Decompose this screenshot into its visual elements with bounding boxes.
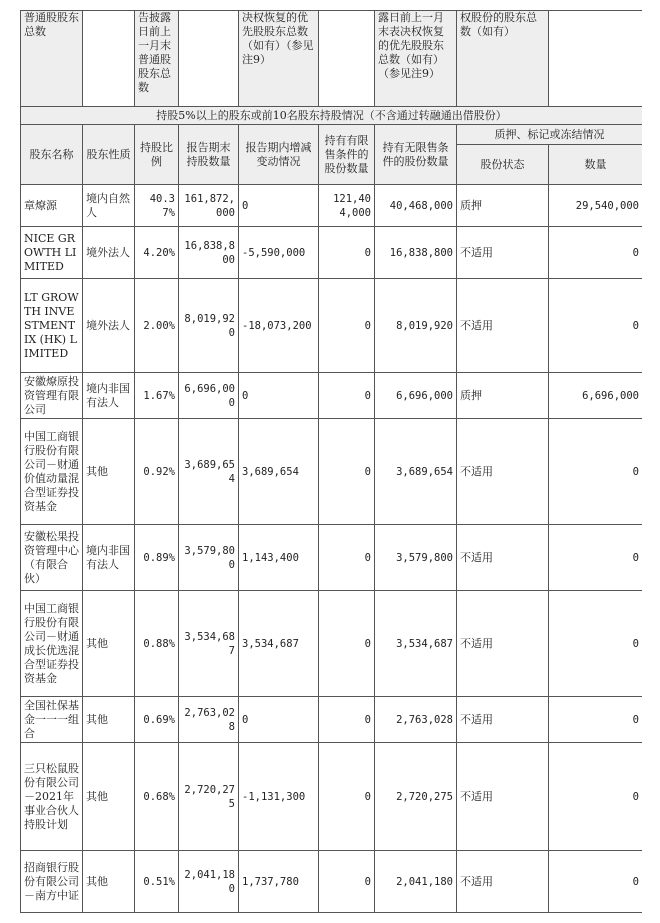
header-pledge-qty: 数量	[549, 145, 643, 185]
section-title: 持股5%以上的股东或前10名股东持股情况（不含通过转融通出借股份）	[21, 107, 643, 125]
header-held: 报告期末持股数量	[179, 125, 239, 185]
pledge-quantity: 6,696,000	[549, 373, 643, 419]
special-voting-label: 权股份的股东总数（如有）	[457, 11, 549, 107]
restricted-shares: 0	[319, 227, 375, 279]
pledge-status: 质押	[457, 185, 549, 227]
pledge-quantity: 0	[549, 697, 643, 743]
unrestricted-shares: 3,579,800	[375, 525, 457, 591]
shares-held: 161,872,000	[179, 185, 239, 227]
shares-held: 8,019,920	[179, 279, 239, 373]
unrestricted-shares: 8,019,920	[375, 279, 457, 373]
header-row-1	[21, 125, 643, 145]
change-in-period: 0	[239, 697, 319, 743]
summary-row	[21, 11, 643, 107]
holding-ratio: 0.69%	[135, 697, 179, 743]
shares-held: 16,838,800	[179, 227, 239, 279]
shareholder-name: NICE GROWTH LIMITED	[21, 227, 83, 279]
pledge-status: 不适用	[457, 851, 549, 913]
unrestricted-shares: 2,720,275	[375, 743, 457, 851]
restricted-shares: 0	[319, 743, 375, 851]
table-row	[21, 419, 643, 525]
change-in-period: 0	[239, 373, 319, 419]
shares-held: 3,534,687	[179, 591, 239, 697]
restricted-shares: 0	[319, 419, 375, 525]
table-row	[21, 743, 643, 851]
pledge-status: 不适用	[457, 279, 549, 373]
shareholder-nature: 境外法人	[83, 227, 135, 279]
pledge-status: 不适用	[457, 591, 549, 697]
prior-month-preferred-label: 露日前上一月末表决权恢复的优先股股东总数（如有）（参见注9）	[375, 11, 457, 107]
shareholder-name: 中国工商银行股份有限公司－财通成长优选混合型证券投资基金	[21, 591, 83, 697]
pledge-status: 质押	[457, 373, 549, 419]
shareholder-nature: 境内非国有法人	[83, 373, 135, 419]
holding-ratio: 4.20%	[135, 227, 179, 279]
holding-ratio: 0.89%	[135, 525, 179, 591]
shares-held: 2,041,180	[179, 851, 239, 913]
restricted-shares: 0	[319, 373, 375, 419]
shareholder-name: 三只松鼠股份有限公司－2021年事业合伙人持股计划	[21, 743, 83, 851]
shareholder-nature: 境内自然人	[83, 185, 135, 227]
pledge-status: 不适用	[457, 697, 549, 743]
shareholder-name: LT GROWTH INVESTMENT IX (HK) LIMITED	[21, 279, 83, 373]
table-row	[21, 185, 643, 227]
shareholder-name: 全国社保基金一一一组合	[21, 697, 83, 743]
restricted-shares: 0	[319, 697, 375, 743]
shareholder-rows	[21, 185, 643, 913]
change-in-period: 3,689,654	[239, 419, 319, 525]
pledge-quantity: 0	[549, 419, 643, 525]
holding-ratio: 0.68%	[135, 743, 179, 851]
holding-ratio: 0.51%	[135, 851, 179, 913]
pledge-status: 不适用	[457, 525, 549, 591]
restricted-shares: 0	[319, 279, 375, 373]
shareholder-nature: 其他	[83, 697, 135, 743]
table-row	[21, 525, 643, 591]
holding-ratio: 1.67%	[135, 373, 179, 419]
change-in-period: -1,131,300	[239, 743, 319, 851]
table-row	[21, 373, 643, 419]
change-in-period: -18,073,200	[239, 279, 319, 373]
table-row	[21, 227, 643, 279]
unrestricted-shares: 40,468,000	[375, 185, 457, 227]
shareholder-name: 中国工商银行股份有限公司－财通价值动量混合型证券投资基金	[21, 419, 83, 525]
shareholder-name: 安徽燎原投资管理有限公司	[21, 373, 83, 419]
shares-held: 2,763,028	[179, 697, 239, 743]
header-ratio: 持股比例	[135, 125, 179, 185]
pledge-quantity: 0	[549, 851, 643, 913]
restricted-shares: 121,404,000	[319, 185, 375, 227]
restricted-shares: 0	[319, 851, 375, 913]
pledge-quantity: 29,540,000	[549, 185, 643, 227]
pledge-status: 不适用	[457, 419, 549, 525]
unrestricted-shares: 3,689,654	[375, 419, 457, 525]
shareholder-name: 章燎源	[21, 185, 83, 227]
change-in-period: -5,590,000	[239, 227, 319, 279]
table-row	[21, 851, 643, 913]
total-holders-value	[83, 11, 135, 107]
shareholder-name: 招商银行股份有限公司－南方中证	[21, 851, 83, 913]
shareholder-nature: 其他	[83, 419, 135, 525]
preferred-holders-value	[319, 11, 375, 107]
table-row	[21, 697, 643, 743]
unrestricted-shares: 16,838,800	[375, 227, 457, 279]
shareholder-nature: 其他	[83, 851, 135, 913]
restricted-shares: 0	[319, 591, 375, 697]
change-in-period: 3,534,687	[239, 591, 319, 697]
pledge-status: 不适用	[457, 743, 549, 851]
holding-ratio: 0.92%	[135, 419, 179, 525]
table-row	[21, 591, 643, 697]
prior-month-holders-value	[179, 11, 239, 107]
shares-held: 3,689,654	[179, 419, 239, 525]
unrestricted-shares: 2,763,028	[375, 697, 457, 743]
shareholder-nature: 其他	[83, 743, 135, 851]
shareholder-nature: 其他	[83, 591, 135, 697]
shareholder-nature: 境内非国有法人	[83, 525, 135, 591]
shares-held: 6,696,000	[179, 373, 239, 419]
holding-ratio: 0.88%	[135, 591, 179, 697]
header-change: 报告期内增减变动情况	[239, 125, 319, 185]
holding-ratio: 40.37%	[135, 185, 179, 227]
header-restricted: 持有有限售条件的股份数量	[319, 125, 375, 185]
header-nature: 股东性质	[83, 125, 135, 185]
header-name: 股东名称	[21, 125, 83, 185]
pledge-quantity: 0	[549, 279, 643, 373]
shareholder-table-page	[20, 10, 642, 913]
unrestricted-shares: 6,696,000	[375, 373, 457, 419]
shareholder-name: 安徽松果投资管理中心（有限合伙）	[21, 525, 83, 591]
shares-held: 2,720,275	[179, 743, 239, 851]
unrestricted-shares: 3,534,687	[375, 591, 457, 697]
preferred-holders-label: 决权恢复的优先股股东总数（如有）（参见注9）	[239, 11, 319, 107]
pledge-quantity: 0	[549, 525, 643, 591]
pledge-quantity: 0	[549, 743, 643, 851]
unrestricted-shares: 2,041,180	[375, 851, 457, 913]
total-holders-label: 普通股股东总数	[21, 11, 83, 107]
header-pledge-status: 股份状态	[457, 145, 549, 185]
change-in-period: 0	[239, 185, 319, 227]
header-pledge-group: 质押、标记或冻结情况	[457, 125, 643, 145]
section-title-row	[21, 107, 643, 125]
table-row	[21, 279, 643, 373]
shares-held: 3,579,800	[179, 525, 239, 591]
pledge-quantity: 0	[549, 227, 643, 279]
pledge-status: 不适用	[457, 227, 549, 279]
pledge-quantity: 0	[549, 591, 643, 697]
restricted-shares: 0	[319, 525, 375, 591]
special-voting-value	[549, 11, 643, 107]
change-in-period: 1,143,400	[239, 525, 319, 591]
holding-ratio: 2.00%	[135, 279, 179, 373]
change-in-period: 1,737,780	[239, 851, 319, 913]
shareholder-table	[20, 10, 642, 913]
prior-month-holders-label: 告披露日前上一月末普通股股东总数	[135, 11, 179, 107]
shareholder-nature: 境外法人	[83, 279, 135, 373]
header-unrestricted: 持有无限售条件的股份数量	[375, 125, 457, 185]
